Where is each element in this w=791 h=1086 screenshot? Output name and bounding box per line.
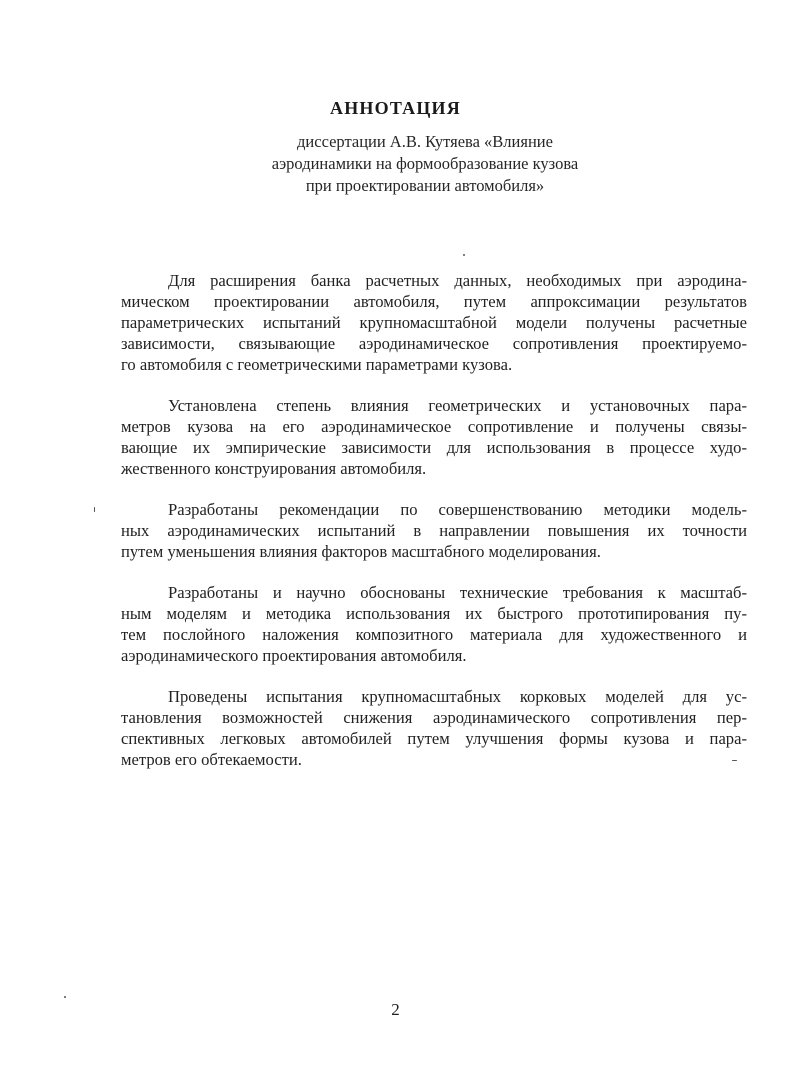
paragraph-2 <box>121 395 747 479</box>
text-line: вающие их эмпирические зависимости для использования в процессе худо- <box>121 438 747 457</box>
subtitle-line: диссертации А.В. Кутяева «Влияние <box>297 132 553 151</box>
text-line: параметрических испытаний крупномасштабной модели получены расчетные <box>121 313 747 332</box>
text-line: ных аэродинамических испытаний в направлении повышения их точности <box>121 521 747 540</box>
subtitle-line: аэродинамики на формообразование кузова <box>271 154 579 173</box>
text-line: жественного конструирования автомобиля. <box>121 459 427 478</box>
text-line: Установлена степень влияния геометрических и установочных пара- <box>168 396 747 415</box>
paragraph-5 <box>121 686 747 770</box>
annotation-body <box>121 270 747 790</box>
text-line: метров его обтекаемости. <box>121 750 302 769</box>
text-line: Разработаны и научно обоснованы технические требования к масштаб- <box>168 583 747 602</box>
dissertation-subtitle <box>220 131 630 197</box>
subtitle-line: при проектировании автомобиля» <box>305 176 545 195</box>
scan-speck <box>732 760 737 761</box>
text-line: Для расширения банка расчетных данных, необходимых при аэродина- <box>168 271 747 290</box>
text-line: Проведены испытания крупномасштабных корковых моделей для ус- <box>168 687 747 706</box>
paragraph-3 <box>121 499 747 562</box>
annotation-title: АННОТАЦИЯ <box>330 98 461 118</box>
text-line: тановления возможностей снижения аэродинамического сопротивления пер- <box>121 708 747 727</box>
scan-speck <box>94 507 95 512</box>
paragraph-1 <box>121 270 747 375</box>
text-line: тем послойного наложения композитного материала для художественного и <box>121 625 747 644</box>
text-line: ным моделям и методика использования их быстрого прототипирования пу- <box>121 604 747 623</box>
text-line: аэродинамического проектирования автомобиля. <box>121 646 467 665</box>
text-line: метров кузова на его аэродинамическое сопротивление и получены связы- <box>121 417 747 436</box>
text-line: спективных легковых автомобилей путем улучшения формы кузова и пара- <box>121 729 747 748</box>
text-line: Разработаны рекомендации по совершенствованию методики модель- <box>168 500 747 519</box>
scan-speck <box>463 254 465 256</box>
paragraph-4 <box>121 582 747 666</box>
text-line: мическом проектировании автомобиля, путем аппроксимации результатов <box>121 292 747 311</box>
page-number: 2 <box>391 1000 400 1019</box>
text-line: путем уменьшения влияния факторов масштабного моделирования. <box>121 542 601 561</box>
text-line: го автомобиля с геометрическими параметрами кузова. <box>121 355 513 374</box>
text-line: зависимости, связывающие аэродинамическое сопротивления проектируемо- <box>121 334 747 353</box>
scan-speck <box>64 996 66 998</box>
